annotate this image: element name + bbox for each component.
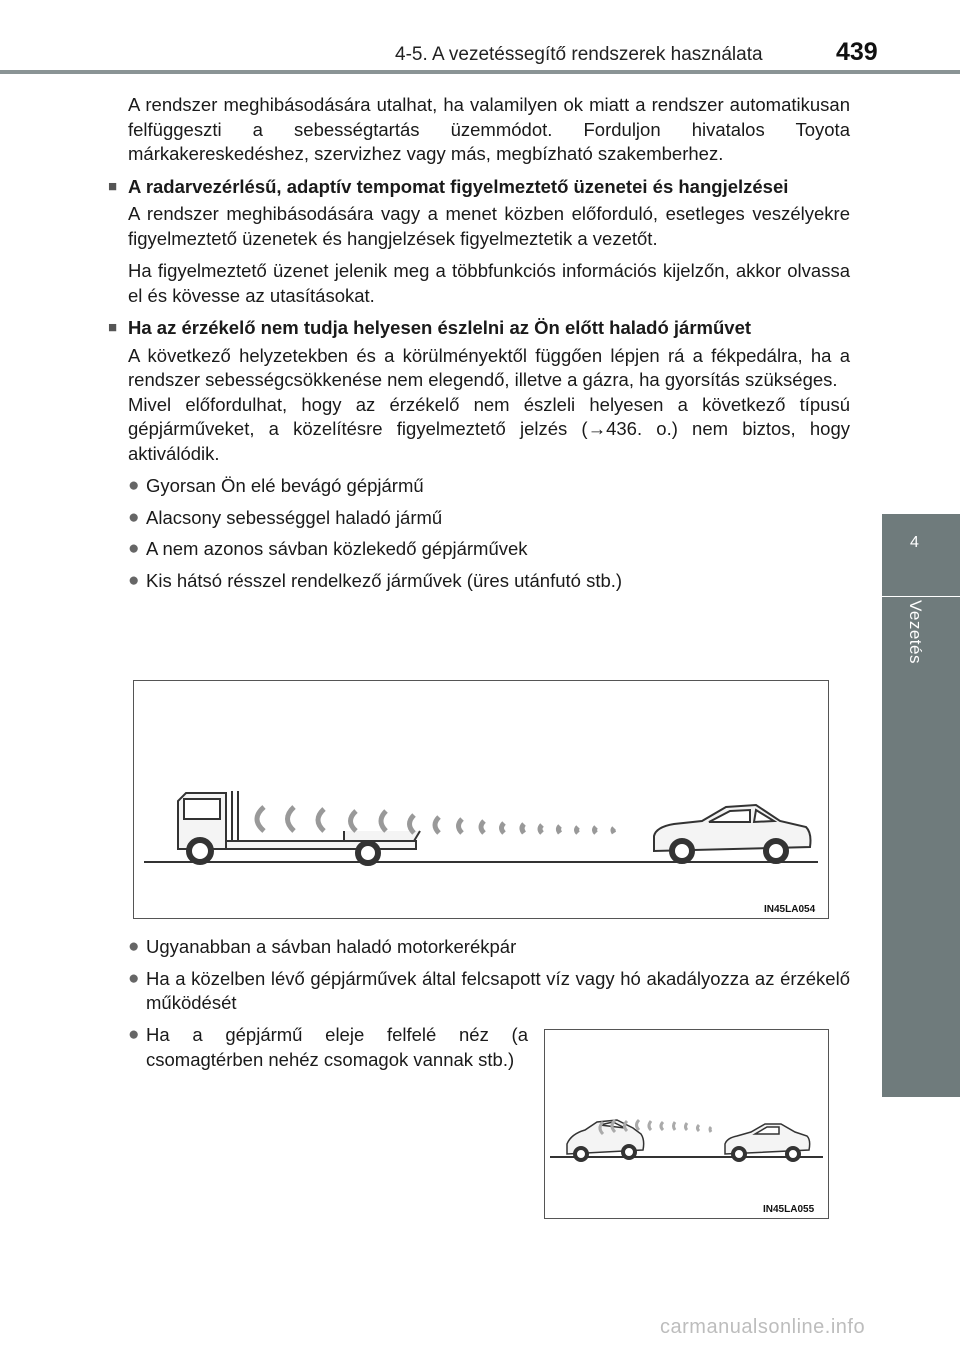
lower-left-content [108, 1023, 528, 1079]
section-heading-warnings [108, 175, 850, 200]
radar-wave-icon [257, 807, 614, 833]
square-marker-icon: ■ [108, 319, 118, 336]
square-marker-icon: ■ [108, 177, 118, 195]
chapter-bar [882, 597, 960, 1097]
bullet-icon: ● [128, 936, 140, 957]
lower-content [108, 935, 850, 1023]
section-heading-detection [108, 316, 850, 341]
paragraph: Mivel előfordulhat, hogy az érzékelő nem észleli helyesen a következő típusú gépjárműveket, a közelítésre figyelmeztető jelzés (→436. o.) nem biztos, hogy aktiválódik. [128, 393, 850, 464]
figure-code: IN45LA055 [763, 1204, 815, 1215]
chapter-tab [882, 514, 960, 596]
figure-trailer-illustration [133, 680, 829, 919]
header-rule [0, 70, 960, 74]
list-item: ● Gyorsan Ön elé bevágó gépjármű [108, 474, 850, 499]
list-item: ● Alacsony sebességgel haladó jármű [108, 506, 850, 531]
paragraph: A rendszer meghibásodására vagy a menet közben előforduló, esetleges veszélyekre figyelmeztető üzenetek és hangjelzések figyelmeztetik a vezetőt. [128, 203, 850, 249]
section-title: 4-5. A vezetéssegítő rendszerek használata [395, 44, 763, 65]
paragraph: Ha figyelmeztető üzenet jelenik meg a többfunkciós információs kijelzőn, akkor olvassa el és kövesse az utasításokat. [128, 260, 850, 306]
figure-code: IN45LA054 [764, 904, 816, 915]
intro-paragraph: A rendszer meghibásodására utalhat, ha valamilyen ok miatt a rendszer automatikusan felfüggeszti a sebességtartás üzemmódot. Forduljon hivatalos Toyota márkakereskedéshez, szervizhez vagy más, megbízható szakemberhez. [128, 94, 850, 164]
list-item: ● Ha a gépjármű eleje felfelé néz (a csomagtérben nehéz csomagok vannak stb.) [108, 1023, 528, 1072]
chapter-label: Vezetés [906, 600, 925, 664]
bullet-icon: ● [128, 1024, 140, 1045]
main-content [108, 93, 850, 600]
figure-nose-up-illustration [544, 1029, 829, 1219]
watermark: carmanualsonline.info [660, 1316, 866, 1338]
section-heading-text: A radarvezérlésű, adaptív tempomat figyelmeztető üzenetei és hangjelzései [128, 175, 789, 197]
list-item: ● Ha a közelben lévő gépjárművek által felcsapott víz vagy hó akadályozza az érzékelő működését [108, 967, 850, 1016]
trailer-scene-illustration [134, 681, 828, 918]
chapter-number: 4 [910, 534, 919, 551]
paragraph: A következő helyzetekben és a körülményektől függően lépjen rá a fékpedálra, ha a rendszer sebességcsökkenése nem elegendő, illetve a gázra, ha gyorsítás szükséges. [128, 344, 850, 390]
list-item: ● A nem azonos sávban közlekedő gépjárművek [108, 537, 850, 562]
list-item: ● Kis hátsó résszel rendelkező járművek (üres utánfutó stb.) [108, 569, 850, 594]
bullet-icon: ● [128, 506, 140, 528]
nose-up-scene-illustration [545, 1030, 828, 1218]
bullet-icon: ● [128, 967, 140, 989]
section-heading-text: Ha az érzékelő nem tudja helyesen észlelni az Ön előtt haladó járművet [128, 317, 752, 338]
list-item: ● Ugyanabban a sávban haladó motorkerékpár [108, 935, 850, 960]
bullet-icon: ● [128, 475, 140, 496]
car-icon [567, 1120, 810, 1154]
bullet-icon: ● [128, 538, 140, 559]
page-number: 439 [836, 38, 878, 66]
bullet-icon: ● [128, 569, 140, 591]
